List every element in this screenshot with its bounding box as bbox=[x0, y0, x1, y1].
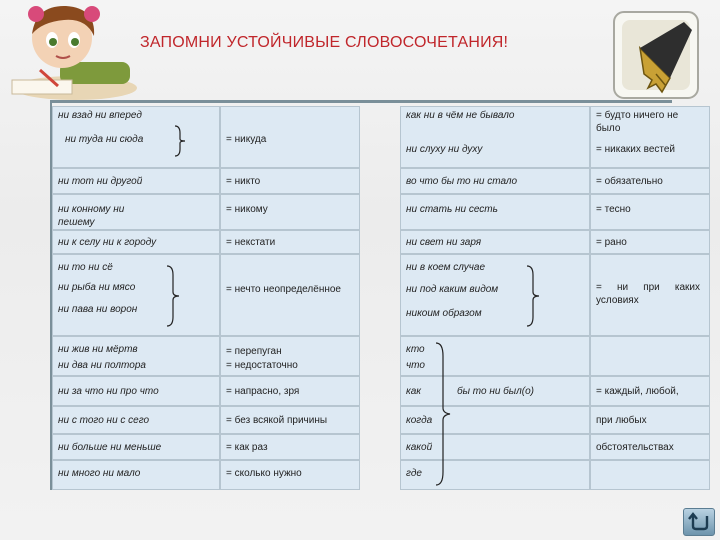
phrase: как bbox=[406, 386, 422, 397]
meaning: = ни при каких условиях bbox=[596, 282, 700, 306]
table-cell bbox=[590, 194, 710, 230]
phrase: ни пава ни ворон bbox=[58, 304, 138, 315]
meaning: = каждый, любой, bbox=[596, 386, 679, 397]
phrase: ни в коем случае bbox=[406, 262, 486, 273]
table-cell bbox=[52, 106, 220, 168]
meaning: = никто bbox=[226, 176, 261, 187]
phrase: ни то ни сё bbox=[58, 262, 113, 273]
table-cell bbox=[220, 230, 360, 254]
left-table bbox=[52, 106, 360, 490]
meaning: = рано bbox=[596, 237, 627, 248]
phrase: никоим образом bbox=[406, 308, 482, 319]
brace-icon bbox=[434, 342, 452, 486]
table-cell bbox=[400, 376, 590, 406]
phrase: как ни в чём не бывало bbox=[406, 110, 515, 121]
phrase: ни слуху ни духу bbox=[406, 144, 483, 155]
phrase: ни за что ни про что bbox=[58, 386, 159, 397]
table-cell bbox=[400, 336, 590, 376]
table-cell bbox=[400, 406, 590, 434]
table-cell bbox=[400, 230, 590, 254]
meaning: при любых bbox=[596, 415, 647, 426]
phrase: кто bbox=[406, 344, 425, 355]
phrase: где bbox=[406, 468, 422, 479]
phrase: какой bbox=[406, 442, 433, 453]
meaning: = тесно bbox=[596, 204, 631, 215]
table-cell bbox=[400, 106, 590, 168]
phrase: ни два ни полтора bbox=[58, 360, 146, 371]
phrase: ни свет ни заря bbox=[406, 237, 482, 248]
table-cell bbox=[220, 106, 360, 168]
phrase: ни к селу ни к городу bbox=[58, 237, 157, 248]
brace-icon bbox=[525, 265, 541, 327]
meaning: = недостаточно bbox=[226, 360, 298, 371]
table-cell bbox=[590, 336, 710, 376]
right-table bbox=[400, 106, 710, 490]
meaning: = никаких вестей bbox=[596, 144, 675, 155]
table-cell bbox=[220, 254, 360, 336]
table-cell bbox=[52, 406, 220, 434]
top-divider bbox=[50, 100, 672, 103]
brace-icon bbox=[165, 265, 181, 327]
table-cell bbox=[52, 336, 220, 376]
phrase: когда bbox=[406, 415, 433, 426]
table-cell bbox=[220, 336, 360, 376]
phrase: ни туда ни сюда bbox=[65, 134, 144, 145]
phrase: ни взад ни вперед bbox=[58, 110, 142, 121]
table-cell bbox=[590, 434, 710, 460]
meaning: = некстати bbox=[226, 237, 276, 248]
meaning: = напрасно, зря bbox=[226, 386, 300, 397]
phrase: ни с того ни с сего bbox=[58, 415, 150, 426]
table-cell bbox=[220, 460, 360, 490]
phrase: ни стать ни сесть bbox=[406, 204, 498, 215]
meaning: = обязательно bbox=[596, 176, 663, 187]
table-cell bbox=[400, 460, 590, 490]
table-cell bbox=[400, 194, 590, 230]
phrase: ни тот ни другой bbox=[58, 176, 143, 187]
phrase: ни больше ни меньше bbox=[58, 442, 162, 453]
table-cell bbox=[220, 168, 360, 194]
meaning: = без всякой причины bbox=[226, 415, 328, 426]
table-cell bbox=[590, 460, 710, 490]
phrase: ни под каким видом bbox=[406, 284, 499, 295]
table-cell bbox=[52, 460, 220, 490]
table-cell bbox=[220, 376, 360, 406]
table-cell bbox=[590, 168, 710, 194]
phrase: ни конному ни пешему bbox=[58, 204, 125, 228]
phrase: во что бы то ни стало bbox=[406, 176, 518, 187]
meaning: = как раз bbox=[226, 442, 268, 453]
table-cell bbox=[590, 406, 710, 434]
meaning: = никому bbox=[226, 204, 268, 215]
table-cell bbox=[590, 254, 710, 336]
table-cell bbox=[52, 376, 220, 406]
phrase: что bbox=[406, 360, 425, 371]
table-cell bbox=[220, 434, 360, 460]
table-cell bbox=[400, 168, 590, 194]
fountain-pen-icon bbox=[600, 8, 710, 108]
brace-icon bbox=[173, 125, 187, 157]
table-cell bbox=[220, 406, 360, 434]
table-cell bbox=[590, 376, 710, 406]
meaning: = сколько нужно bbox=[226, 468, 302, 479]
table-cell bbox=[590, 230, 710, 254]
meaning: = перепуган bbox=[226, 346, 282, 357]
phrase: ни жив ни мёртв bbox=[58, 344, 138, 355]
meaning: обстоятельствах bbox=[596, 442, 674, 453]
meaning: = нечто неопределённое bbox=[226, 284, 341, 295]
table-cell bbox=[590, 106, 710, 168]
phrase: ни много ни мало bbox=[58, 468, 141, 479]
table-cell bbox=[52, 254, 220, 336]
girl-writing-illustration bbox=[0, 0, 150, 105]
table-cell bbox=[52, 194, 220, 230]
table-cell bbox=[220, 194, 360, 230]
return-arrow-icon bbox=[684, 509, 714, 535]
table-cell bbox=[400, 434, 590, 460]
meaning: = никуда bbox=[226, 134, 267, 145]
page-title: ЗАПОМНИ УСТОЙЧИВЫЕ СЛОВОСОЧЕТАНИЯ! bbox=[140, 34, 509, 51]
phrase: бы то ни был(о) bbox=[457, 386, 535, 397]
table-cell bbox=[52, 434, 220, 460]
table-cell bbox=[52, 168, 220, 194]
return-button[interactable] bbox=[683, 508, 715, 536]
table-cell bbox=[400, 254, 590, 336]
phrase: ни рыба ни мясо bbox=[58, 282, 136, 293]
table-cell bbox=[52, 230, 220, 254]
meaning: = будто ничего не было bbox=[596, 110, 679, 134]
